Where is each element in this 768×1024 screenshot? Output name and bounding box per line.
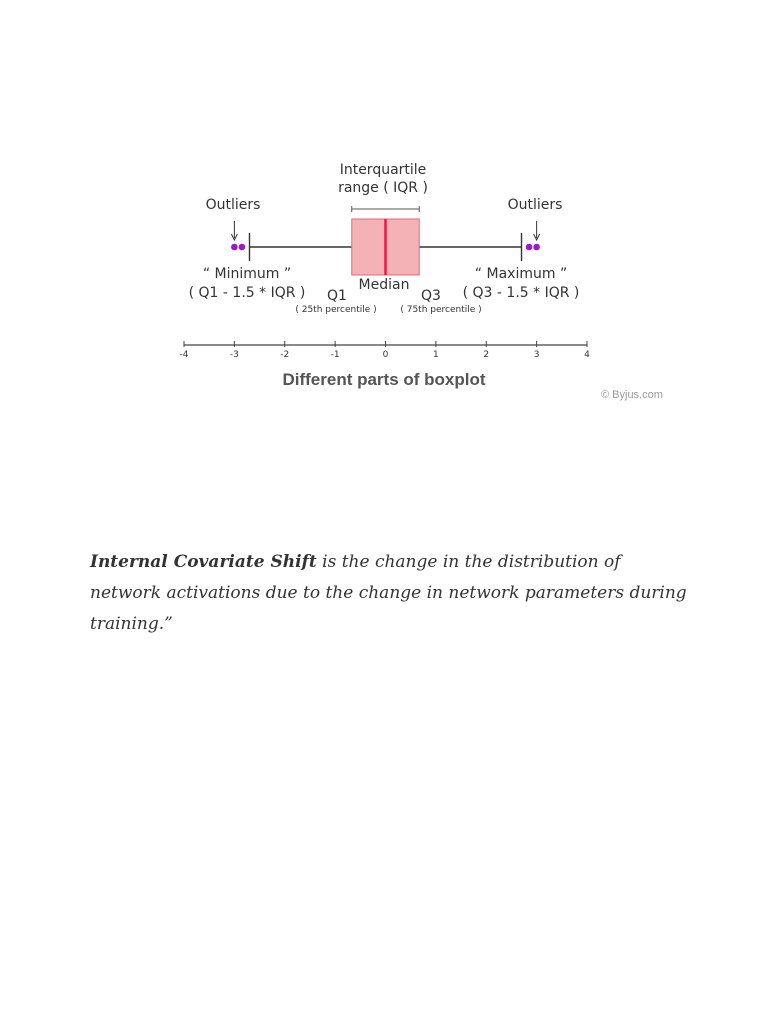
body-paragraph <box>90 547 690 640</box>
boxplot-chart <box>0 0 768 420</box>
minimum-label-line1: “ Minimum ” <box>202 266 292 282</box>
median-label: Median <box>358 277 410 293</box>
x-tick-label-7: 3 <box>533 350 540 360</box>
body-paragraph-rest: is the change in the distribution of network activations due to the change in network parameters during training.” <box>90 552 687 634</box>
maximum-label-line2: ( Q3 - 1.5 * IQR ) <box>462 285 580 301</box>
outliers-left-label: Outliers <box>205 197 261 213</box>
term-internal-covariate-shift: Internal Covariate Shift <box>90 552 317 572</box>
q1-sub-label: ( 25th percentile ) <box>295 305 377 315</box>
minimum-label-line2: ( Q1 - 1.5 * IQR ) <box>188 285 306 301</box>
q1-label: Q1 <box>327 288 347 304</box>
figure-title: Different parts of boxplot <box>282 370 486 389</box>
x-tick-label-5: 1 <box>433 350 439 360</box>
outlier-point-2 <box>526 244 533 251</box>
x-tick-label-0: -4 <box>179 350 189 360</box>
outlier-point-3 <box>533 244 540 251</box>
x-tick-label-1: -3 <box>229 350 239 360</box>
outliers-right-label: Outliers <box>507 197 563 213</box>
figure-credit: © Byjus.com <box>601 389 663 401</box>
iqr-label-line2: range ( IQR ) <box>338 180 428 196</box>
x-tick-label-6: 2 <box>483 350 490 360</box>
x-tick-label-3: -1 <box>330 350 340 360</box>
x-tick-label-2: -2 <box>280 350 290 360</box>
x-tick-label-4: 0 <box>382 350 389 360</box>
x-tick-label-8: 4 <box>584 350 590 360</box>
outlier-point-1 <box>239 244 246 251</box>
iqr-label-line1: Interquartile <box>339 162 427 178</box>
q3-label: Q3 <box>421 288 441 304</box>
outlier-point-0 <box>231 244 238 251</box>
maximum-label-line1: “ Maximum ” <box>474 266 568 282</box>
q3-sub-label: ( 75th percentile ) <box>400 305 482 315</box>
